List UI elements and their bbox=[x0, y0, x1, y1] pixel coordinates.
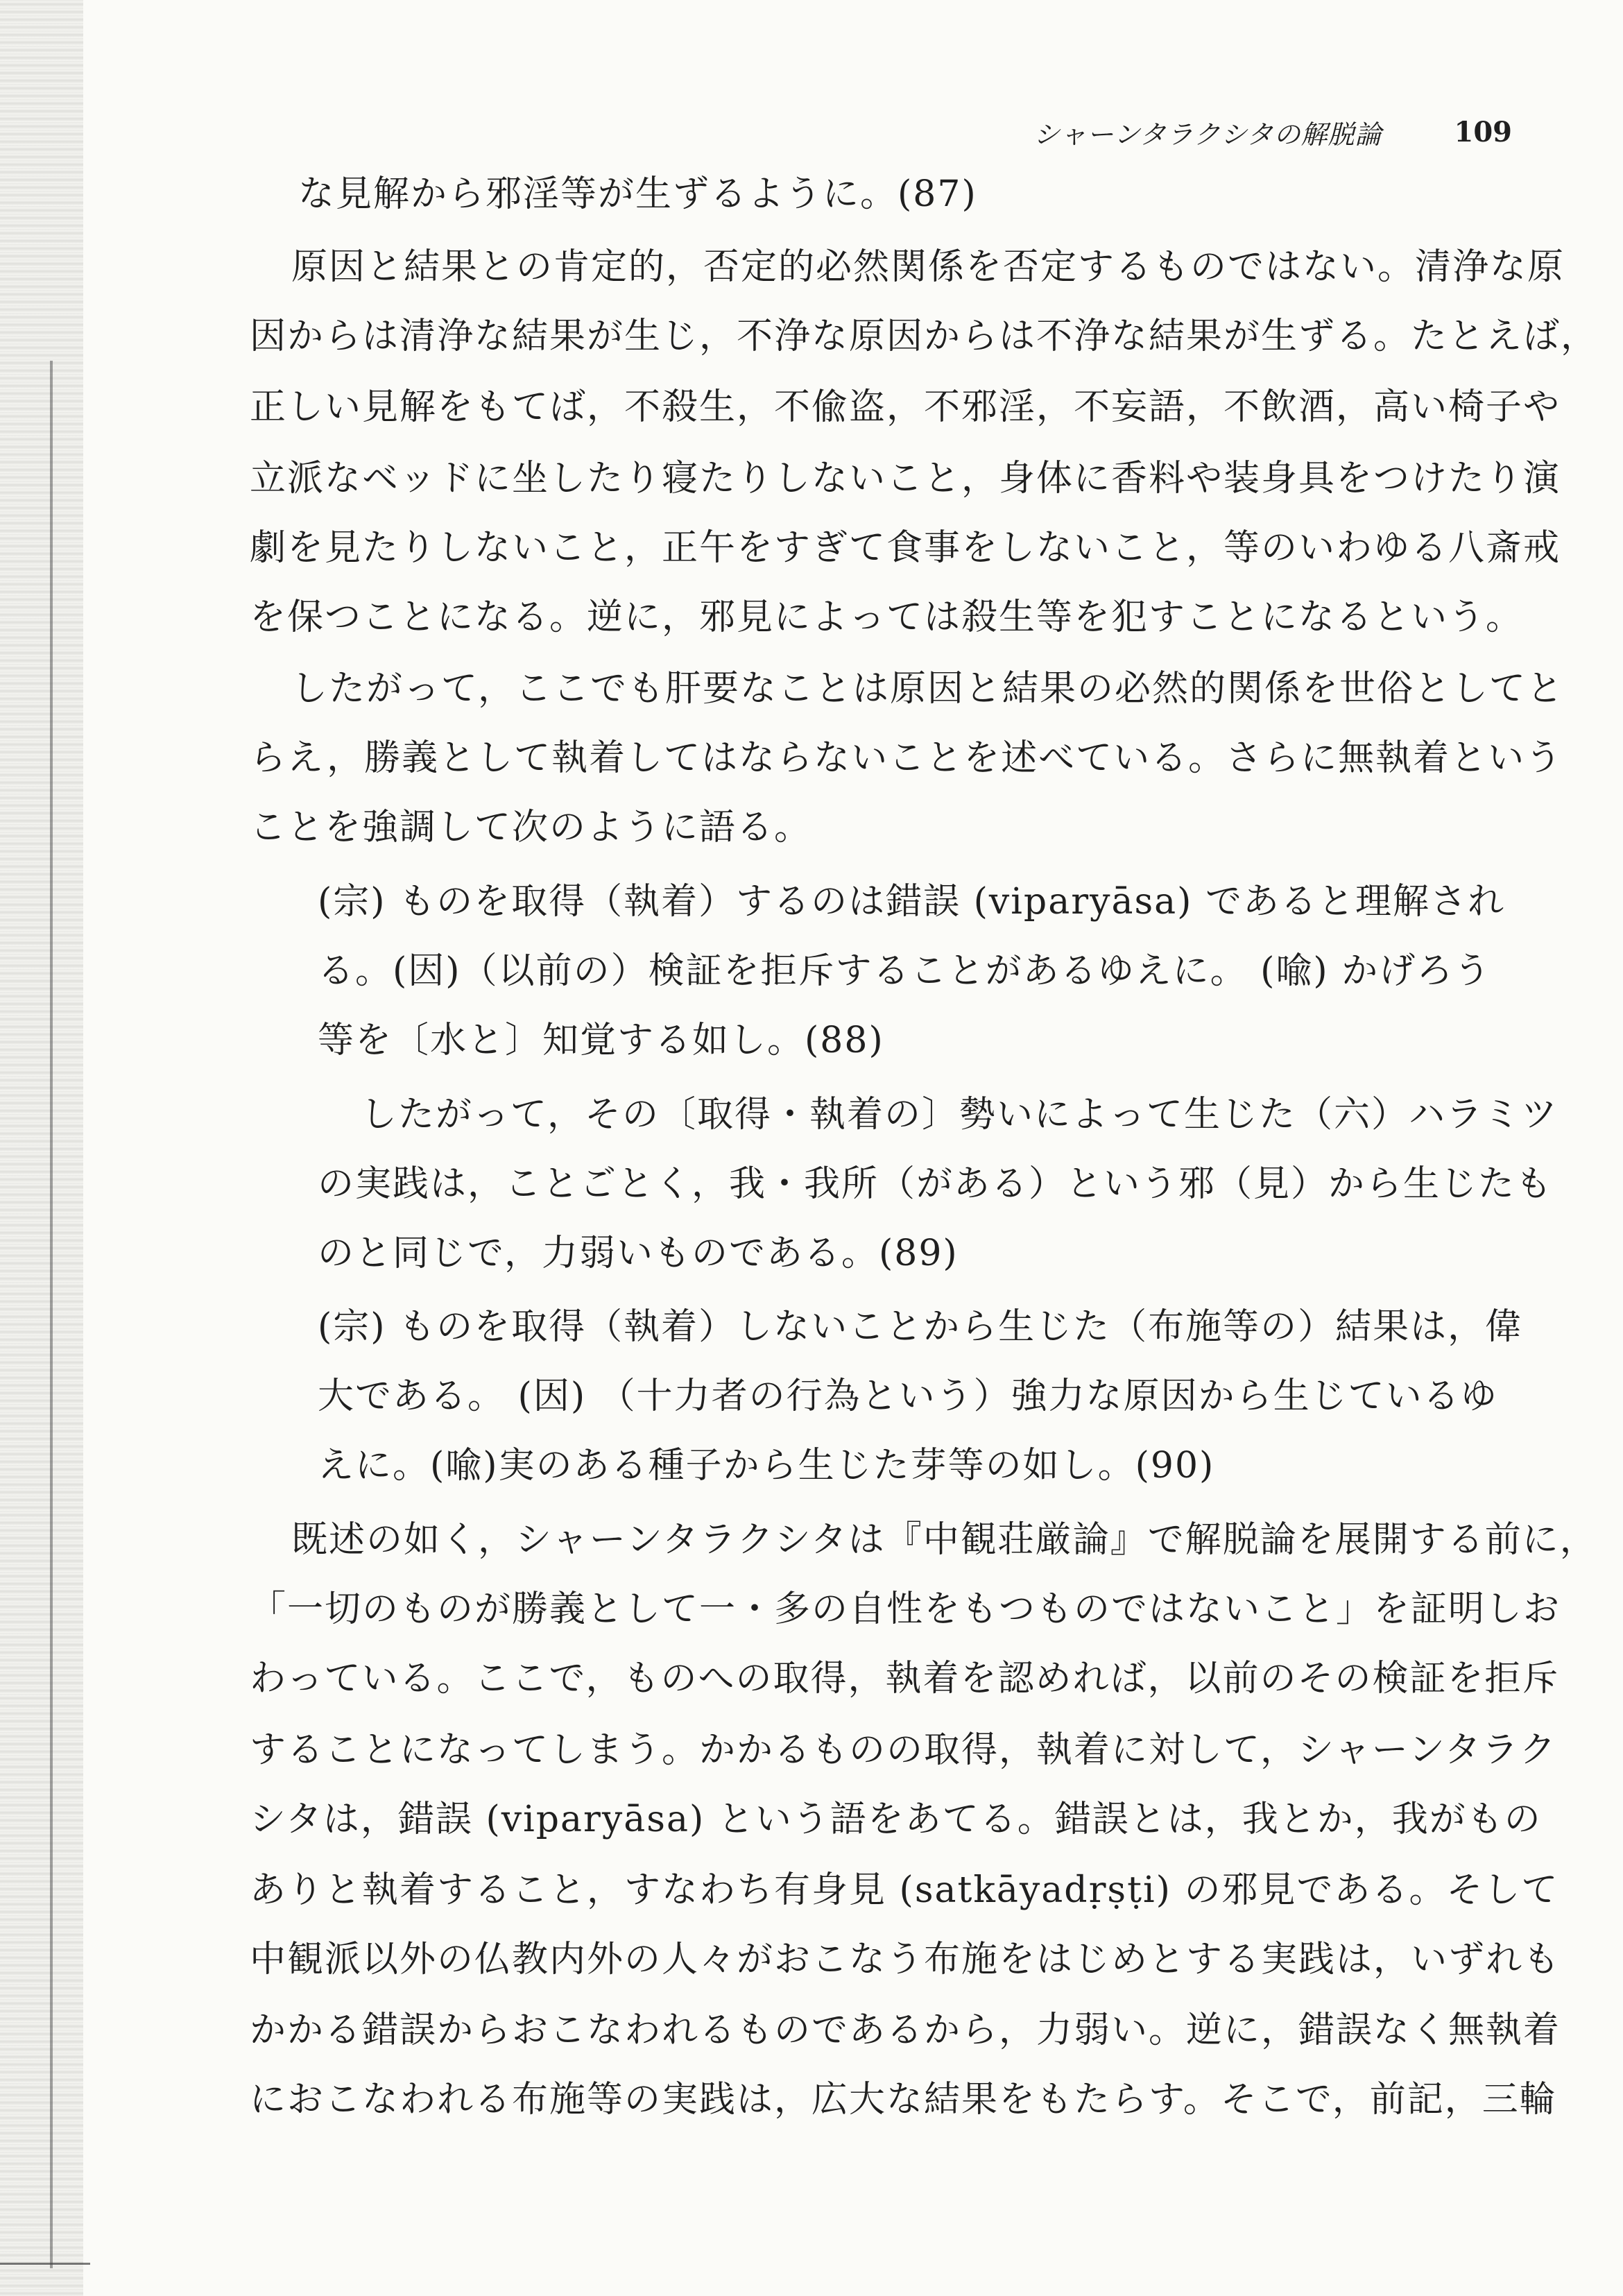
text-line: したがって，ここでも肝要なことは原因と結果の必然的関係を世俗としてと bbox=[291, 668, 1564, 710]
verse-line: の実践は，ことごとく，我・我所（がある）という邪（見）から生じたも bbox=[318, 1163, 1553, 1205]
scan-edge-shadow bbox=[0, 0, 83, 2296]
text-line: わっている。ここで，ものへの取得，執着を認めれば，以前のその検証を拒斥 bbox=[250, 1658, 1560, 1699]
verse-line: えに。(喩)実のある種子から生じた芽等の如し。(90) bbox=[318, 1445, 1215, 1487]
text-line: な見解から邪淫等が生ずるように。(87) bbox=[298, 173, 977, 215]
text-line: シタは，錯誤 (viparyāsa) という語をあてる。錯誤とは，我とか，我がもの bbox=[250, 1799, 1542, 1840]
text-line: 「一切のものが勝義として一・多の自性をもつものではないこと」を証明しお bbox=[250, 1588, 1561, 1630]
verse-line: したがって，その〔取得・執着の〕勢いによって生じた（六）ハラミツ bbox=[361, 1094, 1558, 1136]
text-line: かかる錯誤からおこなわれるものであるから，力弱い。逆に，錯誤なく無執着 bbox=[250, 2010, 1561, 2051]
page-number: 109 bbox=[1454, 115, 1512, 148]
running-header bbox=[1033, 111, 1512, 153]
text-line: らえ，勝義として執着してはならないことを述べている。さらに無執着という bbox=[250, 737, 1563, 779]
text-line: 劇を見たりしないこと，正午をすぎて食事をしないこと，等のいわゆる八斎戒 bbox=[250, 527, 1561, 569]
text-line: することになってしまう。かかるものの取得，執着に対して，シャーンタラク bbox=[250, 1729, 1557, 1771]
text-line: を保つことになる。逆に，邪見によっては殺生等を犯すことになるという。 bbox=[250, 597, 1524, 638]
text-line: ことを強調して次のように語る。 bbox=[250, 807, 812, 848]
verse-line: (宗) ものを取得（執着）しないことから生じた（布施等の）結果は，偉 bbox=[318, 1306, 1523, 1348]
text-line: 正しい見解をもてば，不殺生，不偸盗，不邪淫，不妄語，不飲酒，高い椅子や bbox=[250, 386, 1561, 428]
text-line: におこなわれる布施等の実践は，広大な結果をもたらす。そこで，前記，三輪 bbox=[250, 2079, 1557, 2121]
verse-line: 等を〔水と〕知覚する如し。(88) bbox=[318, 1020, 884, 1061]
text-line: 原因と結果との肯定的，否定的必然関係を否定するものではない。清浄な原 bbox=[291, 246, 1565, 288]
text-line: 立派なベッドに坐したり寝たりしないこと，身体に香料や装身具をつけたり演 bbox=[250, 458, 1561, 499]
scan-mark bbox=[0, 2263, 90, 2265]
verse-line: (宗) ものを取得（執着）するのは錯誤 (viparyāsa) であると理解され bbox=[318, 881, 1505, 923]
binding-line bbox=[50, 361, 53, 2268]
verse-line: 大である。 (因) （十力者の行為という）強力な原因から生じているゆ bbox=[318, 1376, 1498, 1417]
text-line: 中観派以外の仏教内外の人々がおこなう布施をはじめとする実践は，いずれも bbox=[250, 1939, 1561, 1980]
text-line: ありと執着すること，すなわち有身見 (satkāyadṛṣṭi) の邪見である。そして bbox=[250, 1869, 1559, 1911]
running-header-title: シャーンタラクシタの解脱論 bbox=[1033, 119, 1382, 150]
text-line: 既述の如く，シャーンタラクシタは『中観荘厳論』で解脱論を展開する前に， bbox=[291, 1519, 1597, 1561]
text-line: 因からは清浄な結果が生じ，不浄な原因からは不浄な結果が生ずる。たとえば， bbox=[250, 316, 1599, 357]
verse-line: る。(因)（以前の）検証を拒斥することがあるゆえに。 (喩) かげろう bbox=[318, 950, 1492, 992]
verse-line: のと同じで，力弱いものである。(89) bbox=[318, 1233, 959, 1274]
